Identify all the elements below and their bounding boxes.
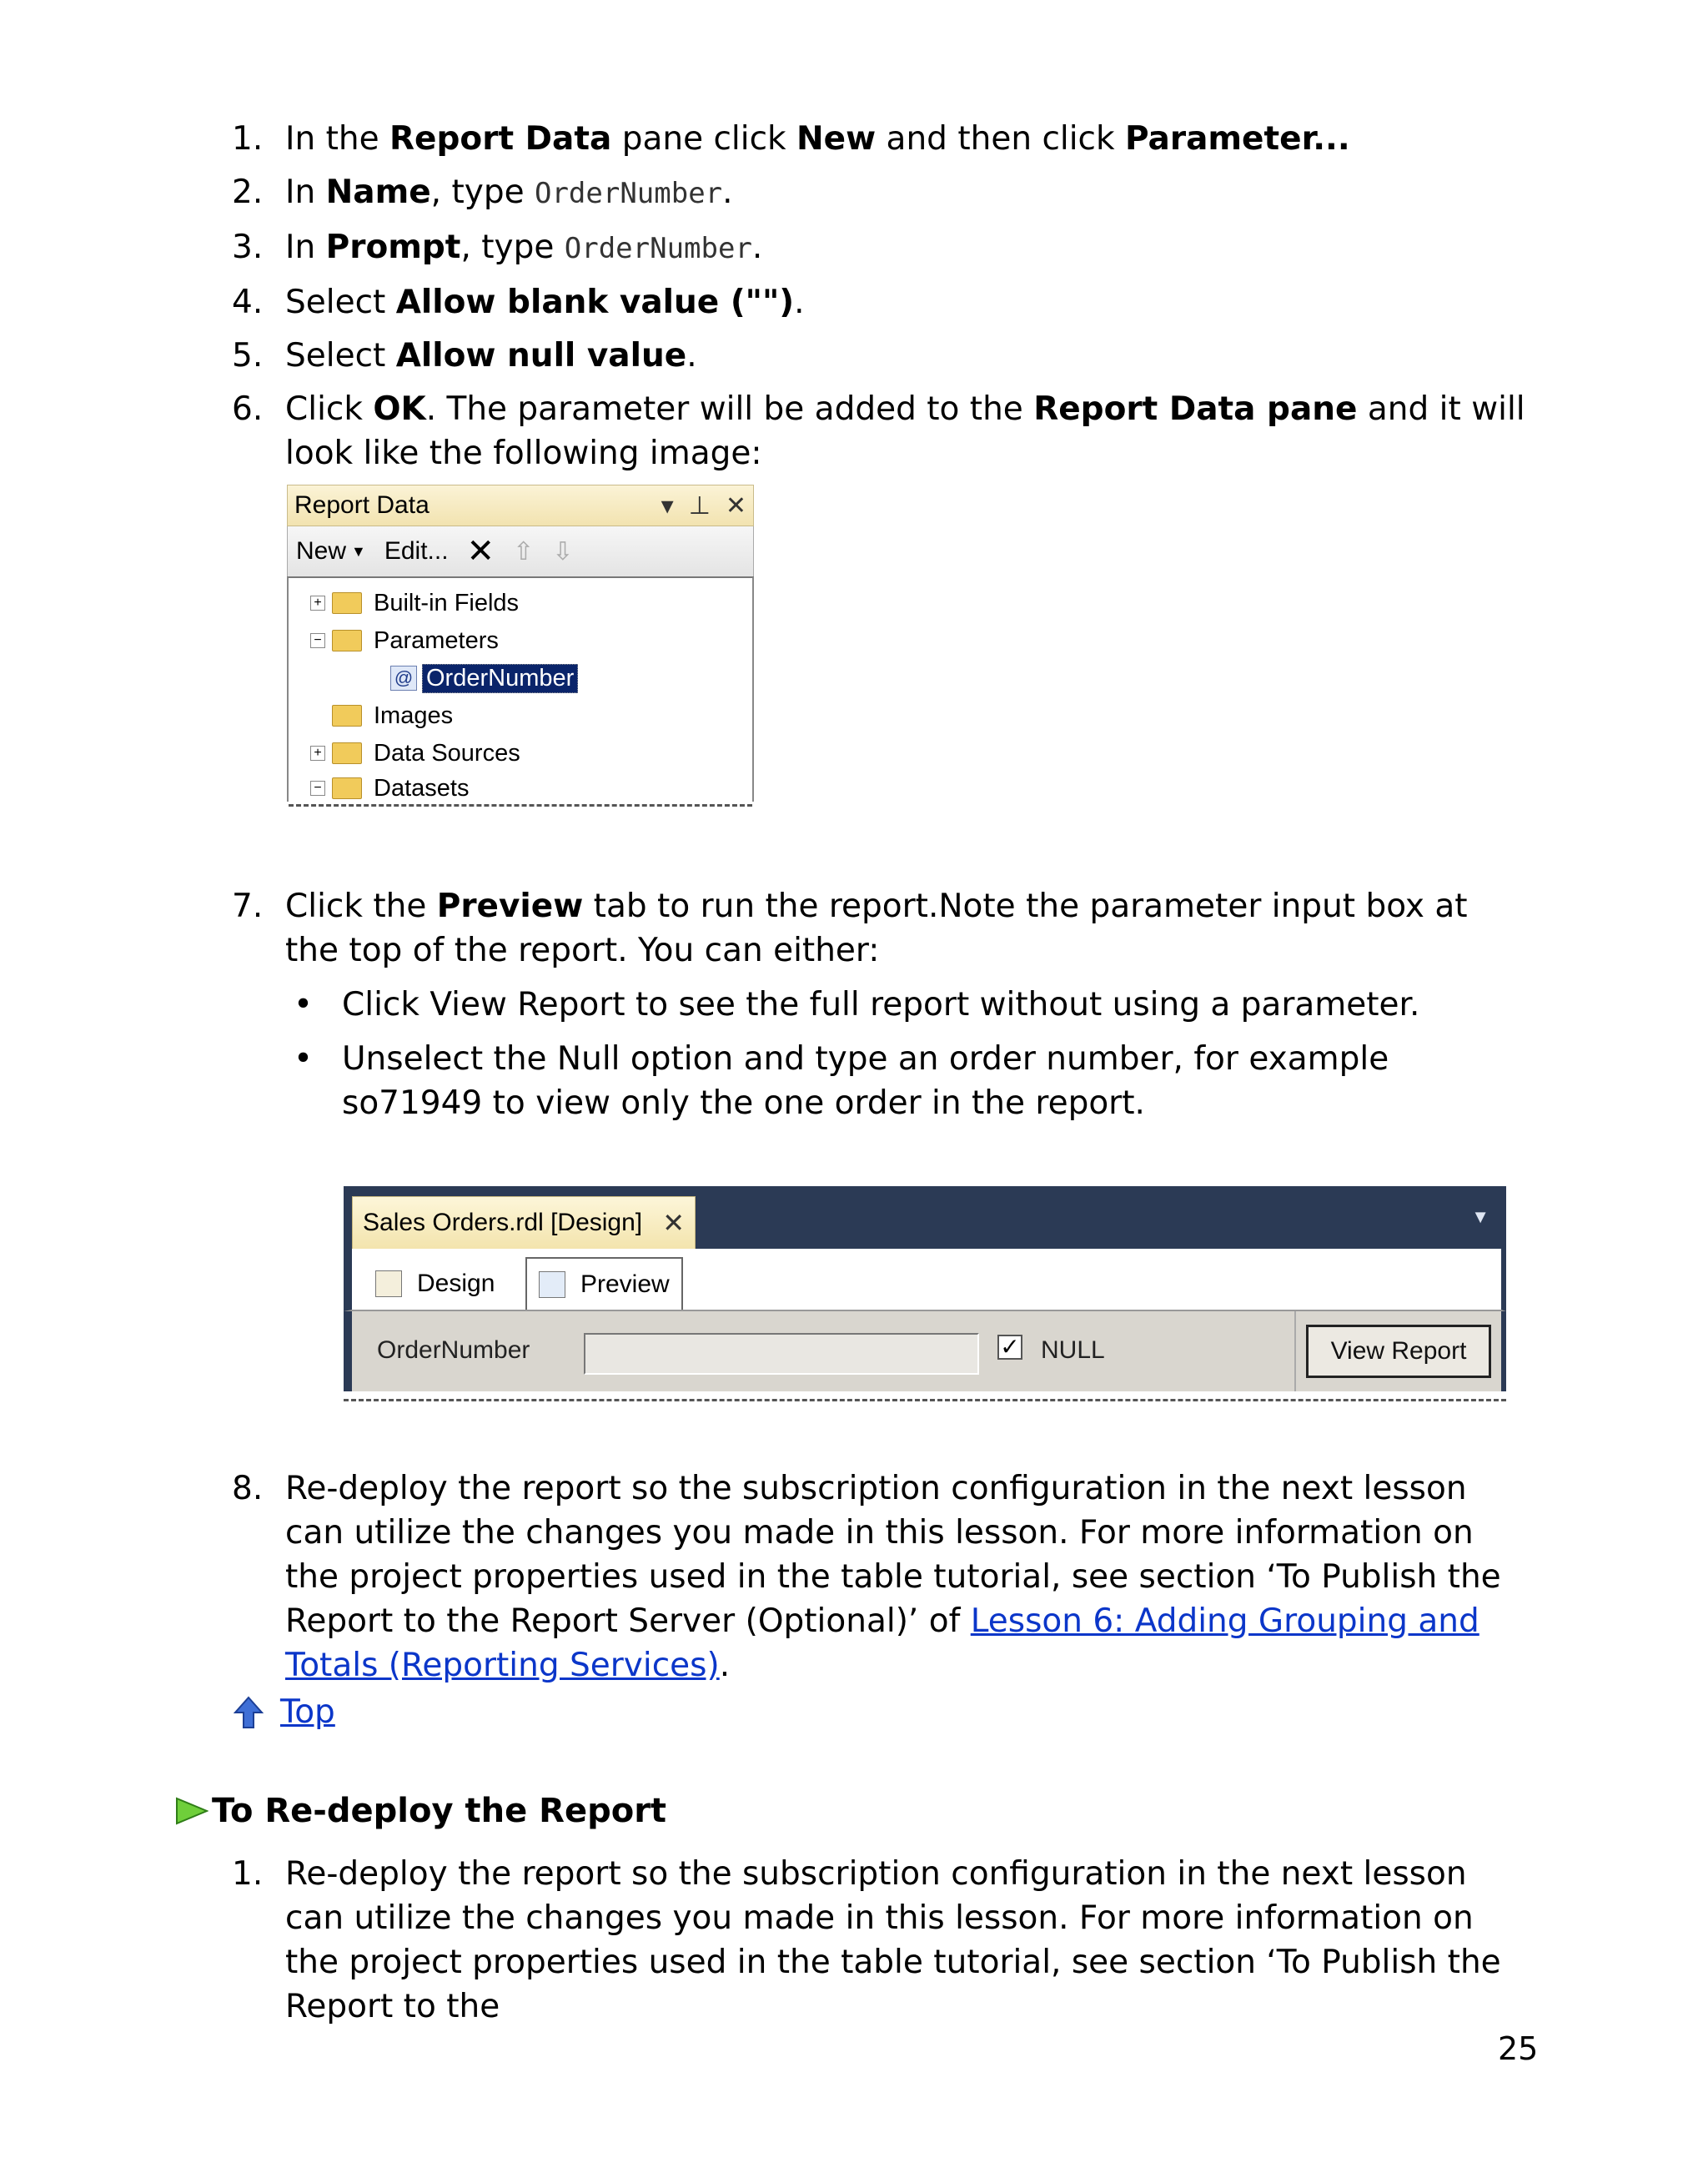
- bullet-item: • Click View Report to see the full report without using a parameter.: [285, 983, 1526, 1027]
- parameter-bar: [344, 1311, 1506, 1391]
- collapse-icon[interactable]: −: [310, 781, 325, 796]
- steps-list-d: [225, 1852, 1526, 2029]
- move-down-icon[interactable]: ⇩: [552, 537, 574, 566]
- step-7: 7. Click the Preview tab to run the report.Note the parameter input box at the top of the report. You can either: • Click View Report to see the full report without using a parameter. • Unselect the Null option and type an order number, for example so71949 to view only the one order in the report.: [225, 884, 1526, 1125]
- section-step-1: 1. Re-deploy the report so the subscription configuration in the next lesson can utilize the changes you made in this lesson. For more information on the project properties used in the table tutorial, see section ‘To Publish the Report to the: [232, 1855, 1501, 2025]
- steps-list-b: [225, 884, 1526, 1125]
- edit-button[interactable]: Edit...: [384, 537, 449, 565]
- pane-title: Report Data: [294, 491, 430, 519]
- close-icon[interactable]: ✕: [662, 1208, 685, 1238]
- cutoff-line: [289, 804, 752, 807]
- null-label: NULL: [1041, 1336, 1105, 1364]
- preview-icon: [539, 1271, 565, 1298]
- view-report-button[interactable]: View Report: [1306, 1325, 1491, 1378]
- dropdown-arrow-icon[interactable]: ▾: [661, 491, 674, 520]
- code-text: OrderNumber: [534, 177, 723, 210]
- parameter-label: OrderNumber: [377, 1336, 530, 1364]
- tree-node-built-in-fields[interactable]: + Built-in Fields: [310, 586, 519, 620]
- open-folder-icon: [332, 777, 362, 799]
- triangle-flag-icon: [175, 1797, 208, 1825]
- collapse-icon[interactable]: −: [310, 633, 325, 648]
- step-number: 1.: [232, 120, 264, 158]
- top-link[interactable]: Top: [280, 1693, 335, 1731]
- pane-toolbar: [287, 526, 754, 576]
- report-data-pane-screenshot: [287, 485, 754, 818]
- section-heading: To Re-deploy the Report: [175, 1792, 666, 1830]
- folder-icon: [332, 592, 362, 614]
- cutoff-line: [344, 1399, 1506, 1401]
- tree-node-parameters[interactable]: − Parameters: [310, 624, 499, 657]
- step-5: 5. Select Allow null value.: [232, 337, 697, 375]
- arrow-up-icon: [234, 1696, 264, 1729]
- design-icon: [375, 1270, 402, 1297]
- tree-node-images[interactable]: Images: [332, 699, 453, 732]
- preview-pane-screenshot: [344, 1186, 1506, 1395]
- null-checkbox[interactable]: ✓: [997, 1335, 1022, 1360]
- chevron-down-icon[interactable]: ▼: [1471, 1206, 1489, 1227]
- tree-node-data-sources[interactable]: + Data Sources: [310, 737, 520, 770]
- step-1: 1. In the Report Data pane click New and then click Parameter...: [225, 117, 1526, 161]
- view-tabs: [344, 1249, 1506, 1311]
- tree-node-datasets[interactable]: − Datasets: [310, 772, 469, 805]
- top-link-row: [234, 1693, 335, 1731]
- page-number: 25: [1498, 2030, 1539, 2067]
- step-2: 2. In Name, type OrderNumber.: [232, 174, 733, 211]
- code-text: OrderNumber: [564, 232, 752, 265]
- pin-icon[interactable]: ⊥: [688, 491, 711, 520]
- document-tab[interactable]: Sales Orders.rdl [Design] ✕: [352, 1196, 696, 1249]
- steps-list-c: [225, 1466, 1526, 1688]
- parameter-icon: @: [390, 666, 417, 691]
- ordernumber-input[interactable]: [584, 1333, 979, 1375]
- move-up-icon[interactable]: ⇧: [513, 537, 535, 566]
- delete-icon[interactable]: ✕: [466, 533, 495, 570]
- lesson-6-link[interactable]: Lesson 6: Adding Grouping and Totals (Reporting Services): [285, 1602, 1479, 1684]
- open-folder-icon: [332, 630, 362, 651]
- bullet-icon: •: [294, 1040, 314, 1078]
- step-8: 8. Re-deploy the report so the subscription configuration in the next lesson can utilize the changes you made in this lesson. For more information on the project properties used in the table tutorial, see section ‘To Publish the Report to the Report Server (Optional)’ of Lesson 6: Adding Grouping and Totals (Reporting Services).: [232, 1470, 1501, 1684]
- step-6: 6. Click OK. The parameter will be added to the Report Data pane and it will look like the following image:: [232, 390, 1525, 472]
- step-3: 3. In Prompt, type OrderNumber.: [232, 229, 763, 266]
- expand-icon[interactable]: +: [310, 596, 325, 611]
- document-tab-strip: [344, 1186, 1506, 1249]
- steps-list-a: [225, 117, 1526, 475]
- tab-design[interactable]: Design: [364, 1257, 506, 1310]
- folder-icon: [332, 742, 362, 764]
- tab-preview[interactable]: Preview: [525, 1257, 683, 1310]
- expand-icon[interactable]: +: [310, 746, 325, 761]
- separator: [1294, 1311, 1296, 1391]
- close-icon[interactable]: ✕: [725, 491, 746, 520]
- step-4: 4. Select Allow blank value ("").: [232, 284, 805, 321]
- tree-node-ordernumber[interactable]: @ OrderNumber: [390, 661, 578, 695]
- folder-icon: [332, 705, 362, 727]
- bullet-item: • Unselect the Null option and type an order number, for example so71949 to view only the one order in the report.: [285, 1037, 1526, 1125]
- report-data-tree: [287, 576, 754, 802]
- new-menu-button[interactable]: New: [296, 537, 347, 565]
- chevron-down-icon[interactable]: ▼: [351, 542, 366, 560]
- pane-title-bar: [287, 485, 754, 526]
- bullet-icon: •: [294, 986, 314, 1024]
